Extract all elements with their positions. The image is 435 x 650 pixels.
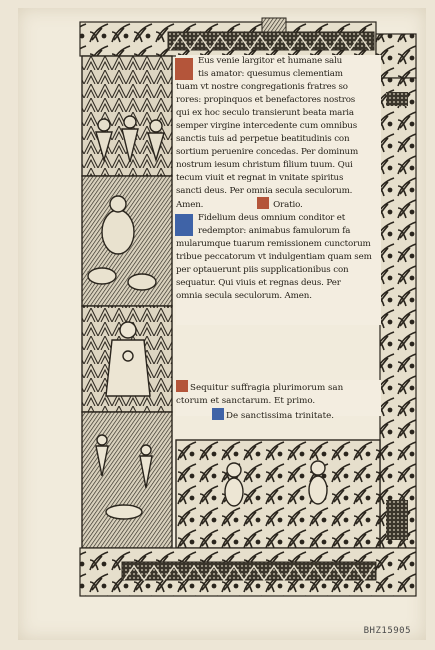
text-line: redemptor: animabus famulorum fa <box>198 226 351 237</box>
catalog-number: BHZ15905 <box>363 626 411 636</box>
red-paragraph-mark <box>257 197 269 209</box>
text-line: tuam vt nostre congregationis fratres so <box>176 81 348 92</box>
rubric-text: Sequitur suffragia plurimorum san <box>190 383 344 393</box>
blue-paragraph-mark <box>212 408 224 420</box>
bottom-panel-putti <box>176 440 380 548</box>
text-line <box>176 197 381 212</box>
rubric-text: ctorum et sanctarum. Et primo. <box>176 395 316 406</box>
text-line: omnia secula seculorum. Amen. <box>176 291 312 302</box>
rubric-block <box>176 380 381 421</box>
text-line: Fidelium deus omnium conditor et <box>198 213 346 224</box>
scene-forest-hunters <box>82 56 172 176</box>
text-line: Eus venie largitor et humane salu <box>198 56 343 66</box>
text-line: tribue peccatorum vt indulgentiam quam sem <box>176 252 372 263</box>
text-line: per optauerunt piis supplicationibus con <box>176 265 349 276</box>
rubric-line <box>176 395 381 408</box>
text-line: nostrum iesum christum filium tuum. Qui <box>176 159 353 170</box>
blue-initial-d <box>175 214 193 236</box>
rubric-line <box>176 408 381 423</box>
oratio-label: Oratio. <box>273 200 303 211</box>
amen-text: Amen. <box>176 200 204 211</box>
scene-hunt <box>82 412 172 548</box>
rubric-text: De sanctissima trinitate. <box>226 410 334 421</box>
red-initial-d <box>175 58 193 80</box>
corner-ornament-top-right <box>376 34 416 78</box>
prayer-text-block <box>176 55 381 325</box>
text-line: sortium peruenire concedas. Per dominum <box>176 146 359 157</box>
text-line: tecum viuit et regnat in vnitate spiritus <box>176 172 344 183</box>
rubric-line <box>176 380 381 395</box>
text-line: rores: propinquos et benefactores nostros <box>176 94 356 105</box>
text-line: sanctis tuis ad perpetue beatitudinis con <box>176 133 350 144</box>
text-line: sequatur. Qui viuis et regnas deus. Per <box>176 278 341 289</box>
right-border-column <box>380 78 416 548</box>
text-line: semper virgine intercedente cum omnibus <box>176 120 358 131</box>
text-line: tis amator: quesumus clementiam <box>198 68 343 79</box>
text-line: qui ex hoc seculo transierunt beata maria <box>176 107 354 118</box>
text-line: mularumque tuarum remissionem cunctorum <box>176 239 371 250</box>
text-line: sancti deus. Per omnia secula seculorum. <box>176 185 353 196</box>
red-paragraph-mark <box>176 380 188 392</box>
